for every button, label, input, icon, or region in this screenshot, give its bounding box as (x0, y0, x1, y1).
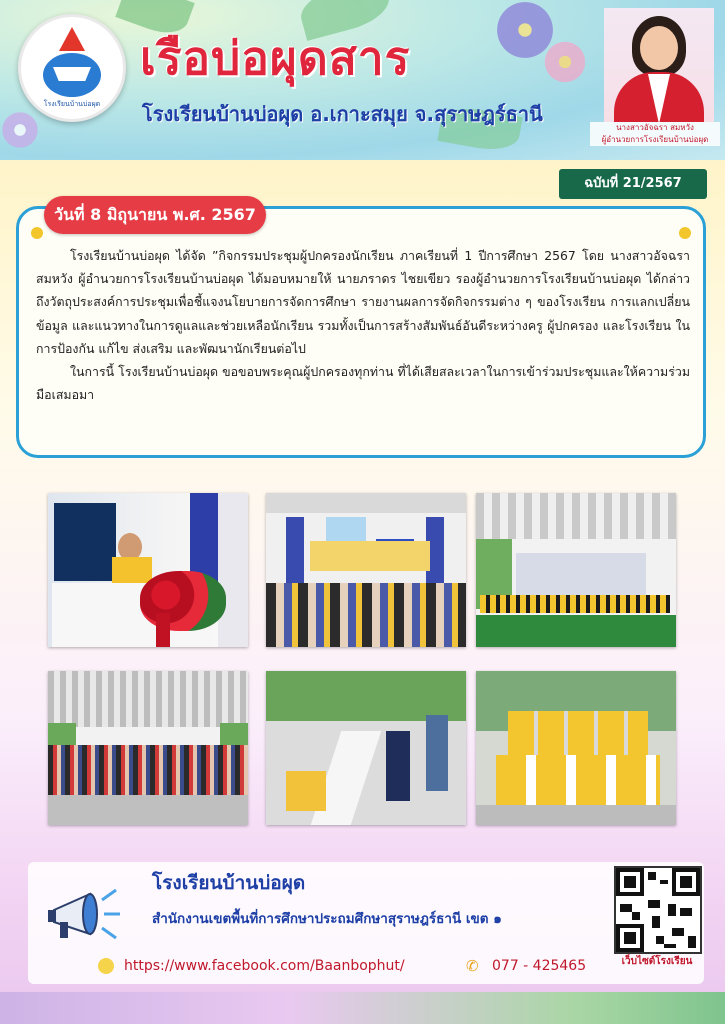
phone-number: 077 - 425465 (492, 958, 587, 974)
event-photo (48, 493, 248, 647)
article-paragraph: ในการนี้ โรงเรียนบ้านบ่อผุด ขอขอบพระคุณผู้ปกครองทุกท่าน ที่ได้เสียสละเวลาในการเข้าร่วมประชุมและให้ความร่วมมือเสมอมา (36, 364, 690, 403)
event-photo (476, 493, 676, 647)
phone-icon: ✆ (466, 957, 479, 975)
qr-code[interactable] (614, 866, 702, 954)
globe-icon (98, 958, 114, 974)
footer-office: สำนักงานเขตพื้นที่การศึกษาประถมศึกษาสุราษฎร์ธานี เขต ๑ (152, 911, 502, 927)
qr-label: เว็บไซต์โรงเรียน (621, 956, 693, 967)
director-caption (590, 122, 720, 146)
event-photo (266, 493, 466, 647)
card-dot-right (679, 227, 691, 239)
director-name: นางสาวอัจฉรา สมหวัง (616, 123, 694, 132)
newsletter-subtitle: โรงเรียนบ้านบ่อผุด อ.เกาะสมุย จ.สุราษฎร์ธานี (142, 102, 543, 126)
director-title: ผู้อำนวยการโรงเรียนบ้านบ่อผุด (601, 135, 709, 144)
newsletter-title: เรือบ่อผุดสาร (140, 31, 411, 85)
facebook-link[interactable]: https://www.facebook.com/Baanbophut/ (124, 958, 405, 974)
article-paragraph: โรงเรียนบ้านบ่อผุด ได้จัด ”กิจกรรมประชุมผู้ปกครองนักเรียน ภาคเรียนที่ 1 ปีการศึกษา 2567 โดย นางสาวอัจฉรา สมหวัง ผู้อำนวยการโรงเรียนบ้านบ่อผุด ได้มอบหมายให้ นายภราดร ไชยเขียว รองผู้อำนวยการโรงเรียนบ้านบ่อผุด ได้กล่าวถึงวัตถุประสงค์การประชุมเพื่อชี้แจงนโยบายการจัดการศึกษา รายงานผลการจัดกิจกรรมต่าง ๆ ของโรงเรียน การแลกเปลี่ยนข้อมูล และแนวทางในการดูแลและช่วยเหลือนักเรียน รวมทั้งเป็นการสร้างสัมพันธ์อันดีระหว่างครู ผู้ปกครอง และโรงเรียน ในการป้องกัน แก้ไข ส่งเสริม และพัฒนานักเรียนต่อไป (36, 248, 690, 356)
card-dot-left (31, 227, 43, 239)
footer-school-name: โรงเรียนบ้านบ่อผุด (152, 872, 306, 894)
director-photo (604, 8, 714, 122)
bottom-decoration (0, 992, 725, 1024)
event-photo (266, 671, 466, 825)
torch-icon (59, 27, 85, 51)
photo-grid (48, 493, 678, 823)
boat-icon (53, 67, 91, 81)
event-photo (476, 671, 676, 825)
article-body (36, 244, 690, 406)
event-photo (48, 671, 248, 825)
logo-text: โรงเรียนบ้านบ่อผุด (43, 100, 101, 108)
issue-badge: ฉบับที่ 21/2567 (559, 169, 707, 199)
date-label: วันที่ 8 มิถุนายน พ.ศ. 2567 (44, 196, 266, 234)
megaphone-icon (44, 882, 124, 952)
school-logo (18, 14, 126, 122)
